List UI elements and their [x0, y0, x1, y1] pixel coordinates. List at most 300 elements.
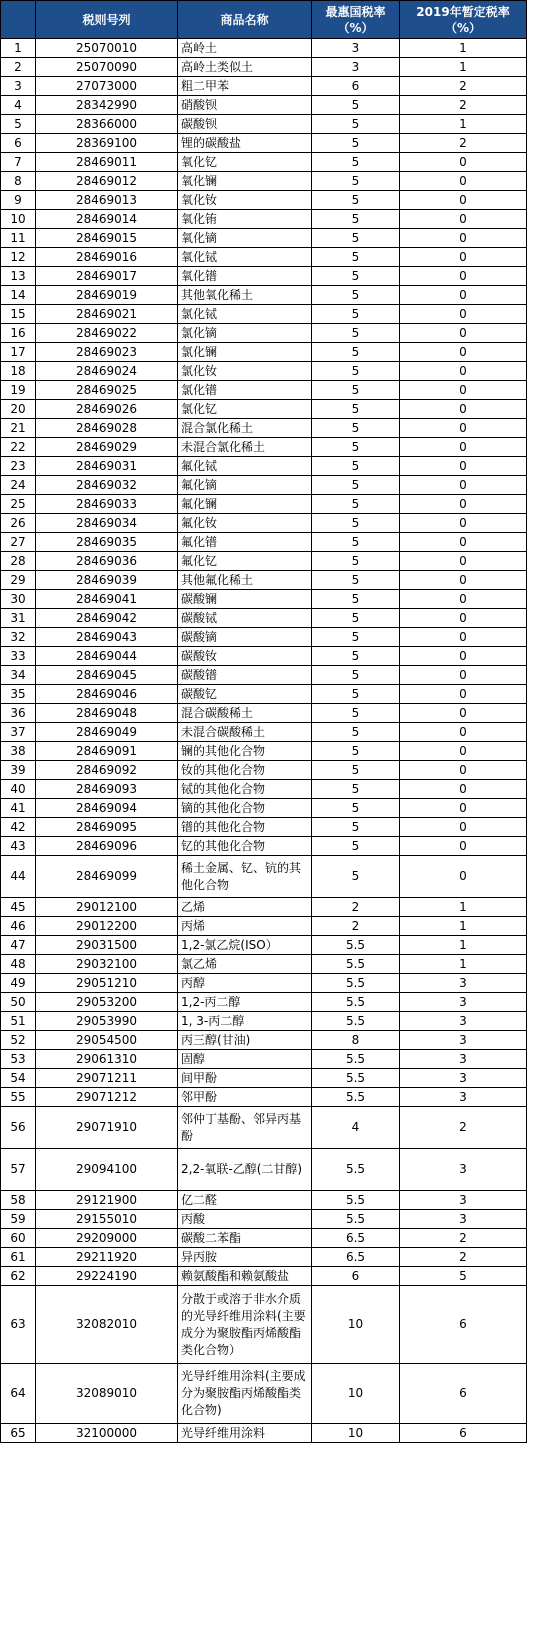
tariff-code: 28469025	[36, 381, 178, 400]
temporary-rate: 1	[400, 898, 527, 917]
table-row	[1, 1248, 527, 1267]
row-number: 36	[1, 704, 36, 723]
tariff-code: 32089010	[36, 1364, 178, 1424]
table-row	[1, 1088, 527, 1107]
product-name: 光导纤维用涂料(主要成分为聚胺酯丙烯酸酯类化合物)	[178, 1364, 312, 1424]
table-row	[1, 704, 527, 723]
tariff-code: 28469033	[36, 495, 178, 514]
mfn-rate: 5	[312, 590, 400, 609]
tariff-code: 32082010	[36, 1286, 178, 1364]
table-row	[1, 1107, 527, 1149]
mfn-rate: 5	[312, 457, 400, 476]
table-row	[1, 134, 527, 153]
product-name: 间甲酚	[178, 1069, 312, 1088]
temporary-rate: 0	[400, 210, 527, 229]
row-number: 19	[1, 381, 36, 400]
mfn-rate: 6	[312, 1267, 400, 1286]
tariff-code: 28469013	[36, 191, 178, 210]
temporary-rate: 1	[400, 58, 527, 77]
tariff-code: 28469094	[36, 799, 178, 818]
row-number: 4	[1, 96, 36, 115]
tariff-code: 28342990	[36, 96, 178, 115]
product-name: 氟化镝	[178, 476, 312, 495]
temporary-rate: 0	[400, 685, 527, 704]
mfn-rate: 5	[312, 647, 400, 666]
table-row	[1, 609, 527, 628]
mfn-rate: 5	[312, 799, 400, 818]
row-number: 33	[1, 647, 36, 666]
row-number: 26	[1, 514, 36, 533]
table-row	[1, 1229, 527, 1248]
table-row	[1, 1267, 527, 1286]
row-number: 51	[1, 1012, 36, 1031]
tariff-code: 28469032	[36, 476, 178, 495]
product-name: 赖氨酸酯和赖氨酸盐	[178, 1267, 312, 1286]
mfn-rate: 10	[312, 1364, 400, 1424]
row-number: 50	[1, 993, 36, 1012]
table-row	[1, 248, 527, 267]
temporary-rate: 0	[400, 704, 527, 723]
row-number: 28	[1, 552, 36, 571]
temporary-rate: 0	[400, 723, 527, 742]
table-row	[1, 1210, 527, 1229]
product-name: 氧化镧	[178, 172, 312, 191]
product-name: 硝酸钡	[178, 96, 312, 115]
product-name: 氯化镧	[178, 343, 312, 362]
table-row	[1, 993, 527, 1012]
row-number: 58	[1, 1191, 36, 1210]
header-mfn-line2: （%）	[337, 20, 374, 35]
temporary-rate: 3	[400, 1069, 527, 1088]
tariff-code: 28469044	[36, 647, 178, 666]
row-number: 6	[1, 134, 36, 153]
temporary-rate: 0	[400, 590, 527, 609]
mfn-rate: 5	[312, 856, 400, 898]
product-name: 其他氧化稀土	[178, 286, 312, 305]
product-name: 稀土金属、钇、钪的其他化合物	[178, 856, 312, 898]
mfn-rate: 5.5	[312, 1012, 400, 1031]
tariff-code: 29053990	[36, 1012, 178, 1031]
header-name: 商品名称	[178, 1, 312, 39]
mfn-rate: 5	[312, 191, 400, 210]
table-row	[1, 381, 527, 400]
temporary-rate: 0	[400, 818, 527, 837]
mfn-rate: 5	[312, 742, 400, 761]
temporary-rate: 0	[400, 400, 527, 419]
tariff-code: 28469016	[36, 248, 178, 267]
table-row	[1, 571, 527, 590]
mfn-rate: 5.5	[312, 1149, 400, 1191]
mfn-rate: 5	[312, 305, 400, 324]
row-number: 25	[1, 495, 36, 514]
product-name: 氯化钕	[178, 362, 312, 381]
tariff-code: 28469031	[36, 457, 178, 476]
row-number: 62	[1, 1267, 36, 1286]
temporary-rate: 0	[400, 381, 527, 400]
header-tmp-line2: （%）	[444, 20, 482, 35]
row-number: 34	[1, 666, 36, 685]
table-row	[1, 1424, 527, 1443]
product-name: 氟化铽	[178, 457, 312, 476]
temporary-rate: 0	[400, 438, 527, 457]
table-row	[1, 761, 527, 780]
mfn-rate: 5	[312, 704, 400, 723]
row-number: 1	[1, 39, 36, 58]
temporary-rate: 3	[400, 1050, 527, 1069]
table-row	[1, 936, 527, 955]
row-number: 12	[1, 248, 36, 267]
row-number: 32	[1, 628, 36, 647]
table-row	[1, 552, 527, 571]
row-number: 54	[1, 1069, 36, 1088]
mfn-rate: 5	[312, 96, 400, 115]
table-row	[1, 1031, 527, 1050]
temporary-rate: 2	[400, 96, 527, 115]
header-code: 税则号列	[36, 1, 178, 39]
tariff-code: 29012100	[36, 898, 178, 917]
product-name: 丙酸	[178, 1210, 312, 1229]
temporary-rate: 6	[400, 1424, 527, 1443]
temporary-rate: 0	[400, 191, 527, 210]
table-row	[1, 780, 527, 799]
tariff-code: 29121900	[36, 1191, 178, 1210]
header-temp-rate	[400, 1, 527, 39]
tariff-code: 28469045	[36, 666, 178, 685]
row-number: 18	[1, 362, 36, 381]
temporary-rate: 0	[400, 666, 527, 685]
tariff-code: 28469093	[36, 780, 178, 799]
tariff-code: 28469011	[36, 153, 178, 172]
mfn-rate: 5	[312, 248, 400, 267]
table-row	[1, 286, 527, 305]
table-row	[1, 457, 527, 476]
tariff-code: 27073000	[36, 77, 178, 96]
table-row	[1, 438, 527, 457]
temporary-rate: 2	[400, 134, 527, 153]
row-number: 37	[1, 723, 36, 742]
row-number: 5	[1, 115, 36, 134]
mfn-rate: 5	[312, 419, 400, 438]
product-name: 氧化铕	[178, 210, 312, 229]
product-name: 丙醇	[178, 974, 312, 993]
table-row	[1, 495, 527, 514]
table-row	[1, 837, 527, 856]
table-row	[1, 77, 527, 96]
product-name: 氧化钇	[178, 153, 312, 172]
product-name: 钇的其他化合物	[178, 837, 312, 856]
product-name: 邻甲酚	[178, 1088, 312, 1107]
tariff-code: 28469023	[36, 343, 178, 362]
row-number: 52	[1, 1031, 36, 1050]
row-number: 59	[1, 1210, 36, 1229]
product-name: 镝的其他化合物	[178, 799, 312, 818]
mfn-rate: 5.5	[312, 1088, 400, 1107]
table-body	[1, 39, 527, 1443]
table-row	[1, 799, 527, 818]
mfn-rate: 5	[312, 381, 400, 400]
table-row	[1, 898, 527, 917]
table-row	[1, 1364, 527, 1424]
row-number: 3	[1, 77, 36, 96]
header-tmp-line1: 2019年暂定税率	[416, 4, 510, 19]
table-row	[1, 856, 527, 898]
product-name: 高岭土类似土	[178, 58, 312, 77]
temporary-rate: 3	[400, 993, 527, 1012]
product-name: 乙烯	[178, 898, 312, 917]
product-name: 氯乙烯	[178, 955, 312, 974]
tariff-code: 28469048	[36, 704, 178, 723]
mfn-rate: 6.5	[312, 1248, 400, 1267]
mfn-rate: 5	[312, 628, 400, 647]
temporary-rate: 0	[400, 552, 527, 571]
table-row	[1, 191, 527, 210]
row-number: 8	[1, 172, 36, 191]
row-number: 29	[1, 571, 36, 590]
mfn-rate: 5.5	[312, 993, 400, 1012]
table-row	[1, 647, 527, 666]
product-name: 氧化镝	[178, 229, 312, 248]
temporary-rate: 3	[400, 1149, 527, 1191]
temporary-rate: 0	[400, 571, 527, 590]
product-name: 碳酸二苯酯	[178, 1229, 312, 1248]
table-row	[1, 533, 527, 552]
row-number: 43	[1, 837, 36, 856]
row-number: 65	[1, 1424, 36, 1443]
tariff-code: 28469041	[36, 590, 178, 609]
temporary-rate: 3	[400, 1088, 527, 1107]
tariff-code: 29209000	[36, 1229, 178, 1248]
mfn-rate: 5	[312, 362, 400, 381]
product-name: 铽的其他化合物	[178, 780, 312, 799]
mfn-rate: 5	[312, 666, 400, 685]
tariff-code: 28469021	[36, 305, 178, 324]
temporary-rate: 0	[400, 362, 527, 381]
product-name: 氯化铽	[178, 305, 312, 324]
table-row	[1, 115, 527, 134]
tariff-code: 28469024	[36, 362, 178, 381]
tariff-code: 29054500	[36, 1031, 178, 1050]
product-name: 氧化镨	[178, 267, 312, 286]
row-number: 22	[1, 438, 36, 457]
temporary-rate: 6	[400, 1286, 527, 1364]
tariff-code: 29211920	[36, 1248, 178, 1267]
product-name: 氟化镧	[178, 495, 312, 514]
tariff-code: 28469029	[36, 438, 178, 457]
row-number: 31	[1, 609, 36, 628]
table-row	[1, 685, 527, 704]
row-number: 53	[1, 1050, 36, 1069]
temporary-rate: 0	[400, 742, 527, 761]
mfn-rate: 5	[312, 172, 400, 191]
tariff-code: 28469019	[36, 286, 178, 305]
mfn-rate: 5	[312, 267, 400, 286]
row-number: 11	[1, 229, 36, 248]
tariff-code: 29155010	[36, 1210, 178, 1229]
mfn-rate: 3	[312, 39, 400, 58]
mfn-rate: 5	[312, 723, 400, 742]
tariff-code: 28469015	[36, 229, 178, 248]
tariff-code: 29061310	[36, 1050, 178, 1069]
tariff-code: 29071211	[36, 1069, 178, 1088]
table-row	[1, 343, 527, 362]
row-number: 24	[1, 476, 36, 495]
row-number: 23	[1, 457, 36, 476]
table-row	[1, 1191, 527, 1210]
temporary-rate: 0	[400, 780, 527, 799]
mfn-rate: 5	[312, 533, 400, 552]
table-row	[1, 210, 527, 229]
row-number: 47	[1, 936, 36, 955]
row-number: 7	[1, 153, 36, 172]
mfn-rate: 5	[312, 685, 400, 704]
row-number: 38	[1, 742, 36, 761]
temporary-rate: 3	[400, 1191, 527, 1210]
tariff-code: 32100000	[36, 1424, 178, 1443]
mfn-rate: 5	[312, 438, 400, 457]
mfn-rate: 5	[312, 514, 400, 533]
temporary-rate: 0	[400, 305, 527, 324]
row-number: 10	[1, 210, 36, 229]
table-row	[1, 96, 527, 115]
mfn-rate: 5	[312, 153, 400, 172]
table-row	[1, 267, 527, 286]
product-name: 钕的其他化合物	[178, 761, 312, 780]
table-row	[1, 742, 527, 761]
table-row	[1, 514, 527, 533]
tariff-code: 29071910	[36, 1107, 178, 1149]
tariff-code: 28469026	[36, 400, 178, 419]
table-row	[1, 628, 527, 647]
mfn-rate: 5	[312, 495, 400, 514]
table-row	[1, 818, 527, 837]
temporary-rate: 0	[400, 799, 527, 818]
mfn-rate: 5.5	[312, 1069, 400, 1088]
product-name: 碳酸钡	[178, 115, 312, 134]
temporary-rate: 1	[400, 39, 527, 58]
row-number: 44	[1, 856, 36, 898]
row-number: 39	[1, 761, 36, 780]
row-number: 63	[1, 1286, 36, 1364]
temporary-rate: 0	[400, 647, 527, 666]
table-row	[1, 305, 527, 324]
temporary-rate: 0	[400, 609, 527, 628]
row-number: 20	[1, 400, 36, 419]
product-name: 氯化镝	[178, 324, 312, 343]
temporary-rate: 3	[400, 974, 527, 993]
product-name: 镨的其他化合物	[178, 818, 312, 837]
product-name: 氟化钇	[178, 552, 312, 571]
table-row	[1, 229, 527, 248]
mfn-rate: 5	[312, 609, 400, 628]
tariff-code: 29032100	[36, 955, 178, 974]
mfn-rate: 2	[312, 898, 400, 917]
tariff-code: 28469014	[36, 210, 178, 229]
tariff-code: 28469043	[36, 628, 178, 647]
mfn-rate: 5	[312, 210, 400, 229]
temporary-rate: 3	[400, 1210, 527, 1229]
product-name: 碳酸镨	[178, 666, 312, 685]
tariff-code: 29071212	[36, 1088, 178, 1107]
mfn-rate: 5	[312, 818, 400, 837]
product-name: 未混合碳酸稀土	[178, 723, 312, 742]
tariff-code: 29051210	[36, 974, 178, 993]
temporary-rate: 0	[400, 628, 527, 647]
tariff-code: 29094100	[36, 1149, 178, 1191]
tariff-code: 28469036	[36, 552, 178, 571]
product-name: 氟化镨	[178, 533, 312, 552]
row-number: 17	[1, 343, 36, 362]
mfn-rate: 5	[312, 761, 400, 780]
tariff-code: 28366000	[36, 115, 178, 134]
table-row	[1, 1149, 527, 1191]
table-row	[1, 476, 527, 495]
header-mfn-rate	[312, 1, 400, 39]
mfn-rate: 5	[312, 476, 400, 495]
tariff-code: 29053200	[36, 993, 178, 1012]
table-row	[1, 153, 527, 172]
tariff-code: 25070010	[36, 39, 178, 58]
temporary-rate: 3	[400, 1012, 527, 1031]
product-name: 固醇	[178, 1050, 312, 1069]
temporary-rate: 1	[400, 917, 527, 936]
row-number: 35	[1, 685, 36, 704]
row-number: 61	[1, 1248, 36, 1267]
header-row	[1, 1, 527, 39]
mfn-rate: 5.5	[312, 974, 400, 993]
temporary-rate: 0	[400, 457, 527, 476]
row-number: 2	[1, 58, 36, 77]
table-row	[1, 400, 527, 419]
table-row	[1, 1012, 527, 1031]
product-name: 氟化钕	[178, 514, 312, 533]
mfn-rate: 5	[312, 552, 400, 571]
temporary-rate: 1	[400, 115, 527, 134]
mfn-rate: 5.5	[312, 1050, 400, 1069]
temporary-rate: 0	[400, 856, 527, 898]
temporary-rate: 0	[400, 248, 527, 267]
temporary-rate: 1	[400, 936, 527, 955]
product-name: 碳酸铽	[178, 609, 312, 628]
tariff-code: 29031500	[36, 936, 178, 955]
row-number: 64	[1, 1364, 36, 1424]
row-number: 21	[1, 419, 36, 438]
product-name: 丙三醇(甘油)	[178, 1031, 312, 1050]
temporary-rate: 2	[400, 1229, 527, 1248]
row-number: 57	[1, 1149, 36, 1191]
table-row	[1, 666, 527, 685]
mfn-rate: 5.5	[312, 1210, 400, 1229]
table-row	[1, 1050, 527, 1069]
product-name: 分散于或溶于非水介质的光导纤维用涂料(主要成分为聚胺酯丙烯酸酯类化合物）	[178, 1286, 312, 1364]
table-row	[1, 1069, 527, 1088]
mfn-rate: 5	[312, 229, 400, 248]
row-number: 55	[1, 1088, 36, 1107]
temporary-rate: 0	[400, 533, 527, 552]
mfn-rate: 5	[312, 837, 400, 856]
table-row	[1, 1286, 527, 1364]
tariff-code: 28469017	[36, 267, 178, 286]
table-row	[1, 172, 527, 191]
row-number: 49	[1, 974, 36, 993]
table-row	[1, 419, 527, 438]
tariff-code: 29012200	[36, 917, 178, 936]
row-number: 16	[1, 324, 36, 343]
mfn-rate: 5	[312, 324, 400, 343]
table-row	[1, 58, 527, 77]
tariff-code: 28469046	[36, 685, 178, 704]
temporary-rate: 3	[400, 1031, 527, 1050]
mfn-rate: 5	[312, 286, 400, 305]
